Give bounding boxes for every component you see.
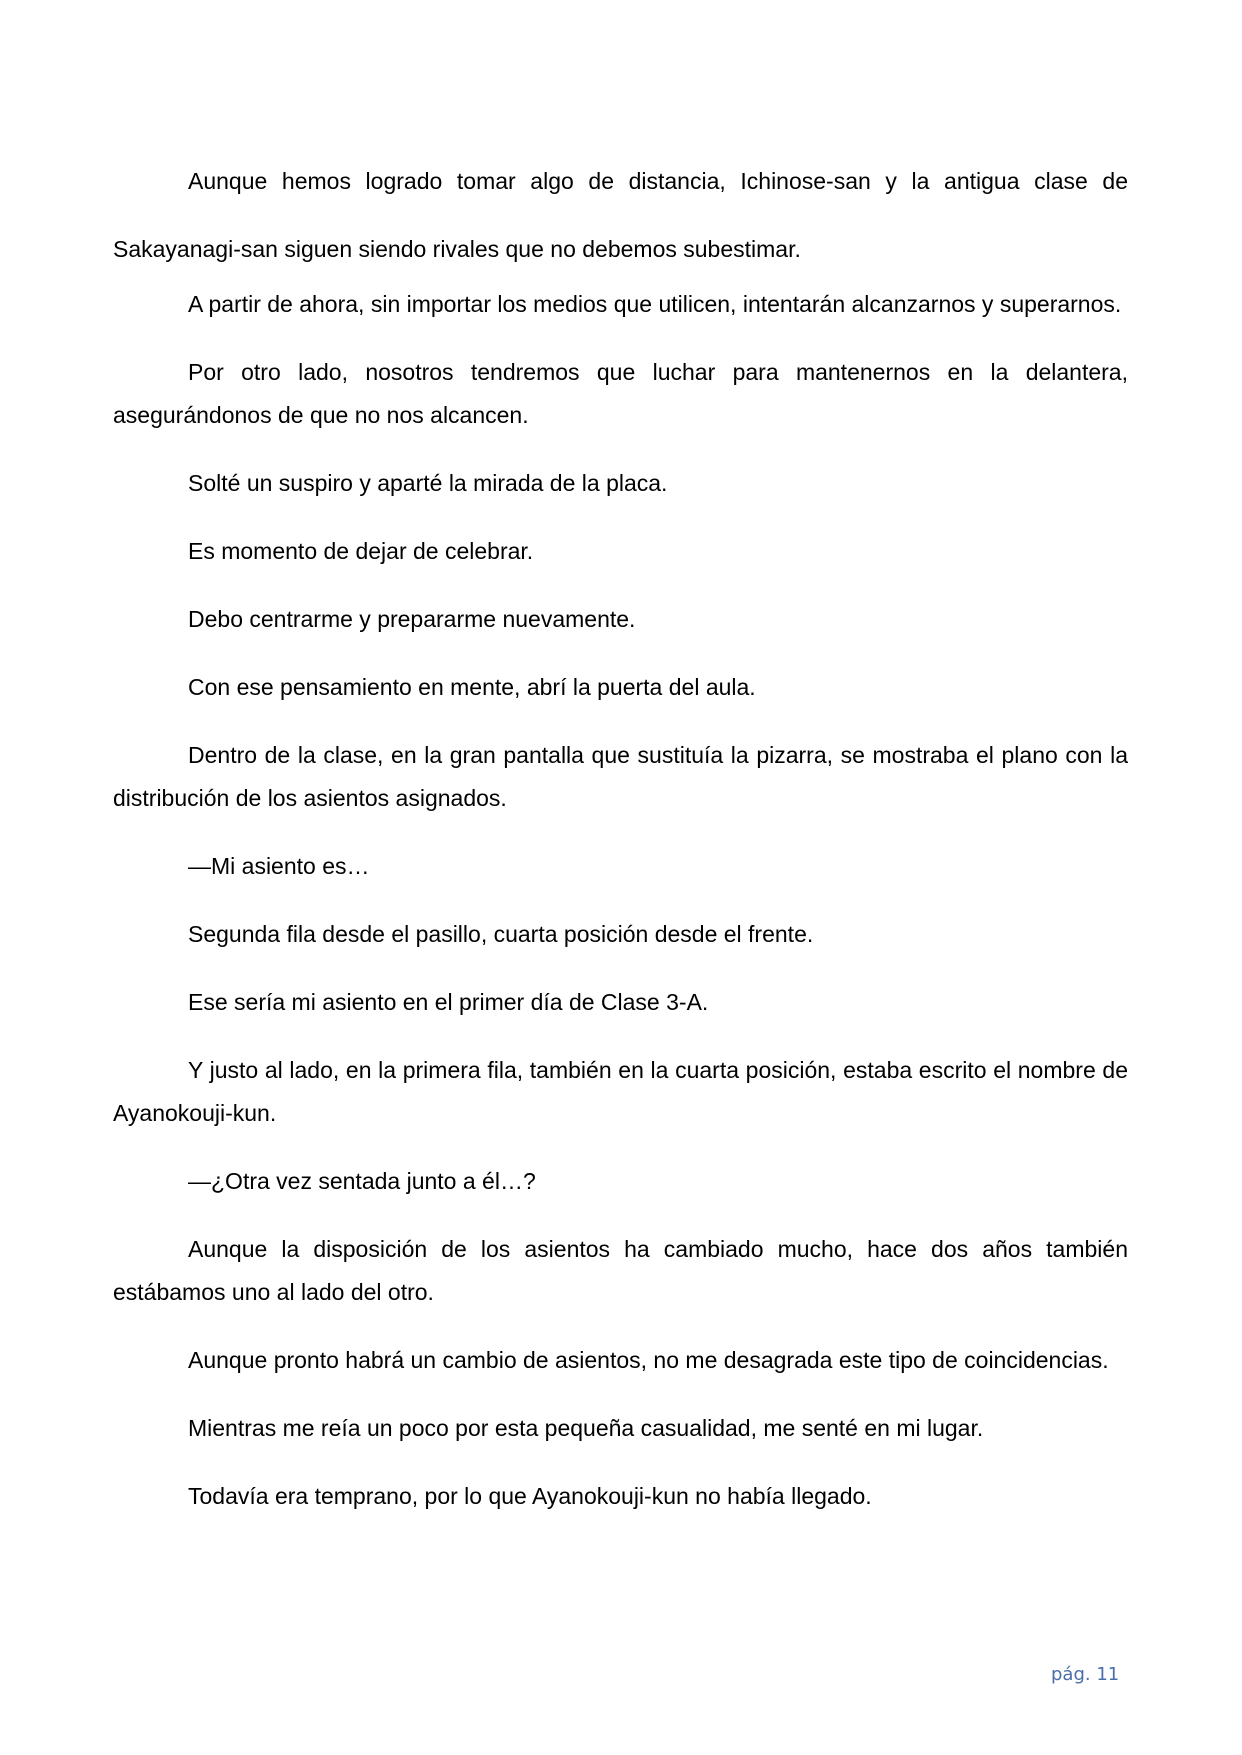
paragraph: Mientras me reía un poco por esta pequeña casualidad, me senté en mi lugar. [188, 1415, 984, 1441]
paragraph: A partir de ahora, sin importar los medios que utilicen, intentarán alcanzarnos y superarnos. [188, 291, 1122, 317]
paragraph: Aunque la disposición de los asientos ha cambiado mucho, hace dos años también estábamos uno al lado del otro. [113, 1236, 1128, 1305]
paragraph: Aunque hemos logrado tomar algo de distancia, Ichinose-san y la antigua clase de Sakayanagi-san siguen siendo rivales que no debemos subestimar. [113, 168, 1128, 262]
dialogue-line: —Mi asiento es… [188, 853, 370, 879]
paragraph: Segunda fila desde el pasillo, cuarta posición desde el frente. [188, 921, 814, 947]
paragraph: Por otro lado, nosotros tendremos que luchar para mantenernos en la delantera, asegurándonos de que no nos alcancen. [113, 359, 1128, 428]
paragraph: Debo centrarme y prepararme nuevamente. [188, 606, 636, 632]
paragraph: Con ese pensamiento en mente, abrí la puerta del aula. [188, 674, 756, 700]
paragraph: Aunque pronto habrá un cambio de asientos, no me desagrada este tipo de coincidencias. [188, 1347, 1109, 1373]
paragraph: Dentro de la clase, en la gran pantalla que sustituía la pizarra, se mostraba el plano con la distribución de los asientos asignados. [113, 742, 1128, 811]
paragraph: Todavía era temprano, por lo que Ayanokouji-kun no había llegado. [188, 1483, 872, 1509]
page-number: pág. 11 [1051, 1664, 1120, 1685]
dialogue-line: —¿Otra vez sentada junto a él…? [188, 1168, 536, 1194]
body-text [113, 147, 1128, 1543]
paragraph: Solté un suspiro y aparté la mirada de la placa. [188, 470, 668, 496]
paragraph: Y justo al lado, en la primera fila, también en la cuarta posición, estaba escrito el nombre de Ayanokouji-kun. [113, 1057, 1128, 1126]
paragraph: Ese sería mi asiento en el primer día de Clase 3-A. [188, 989, 709, 1015]
paragraph: Es momento de dejar de celebrar. [188, 538, 534, 564]
